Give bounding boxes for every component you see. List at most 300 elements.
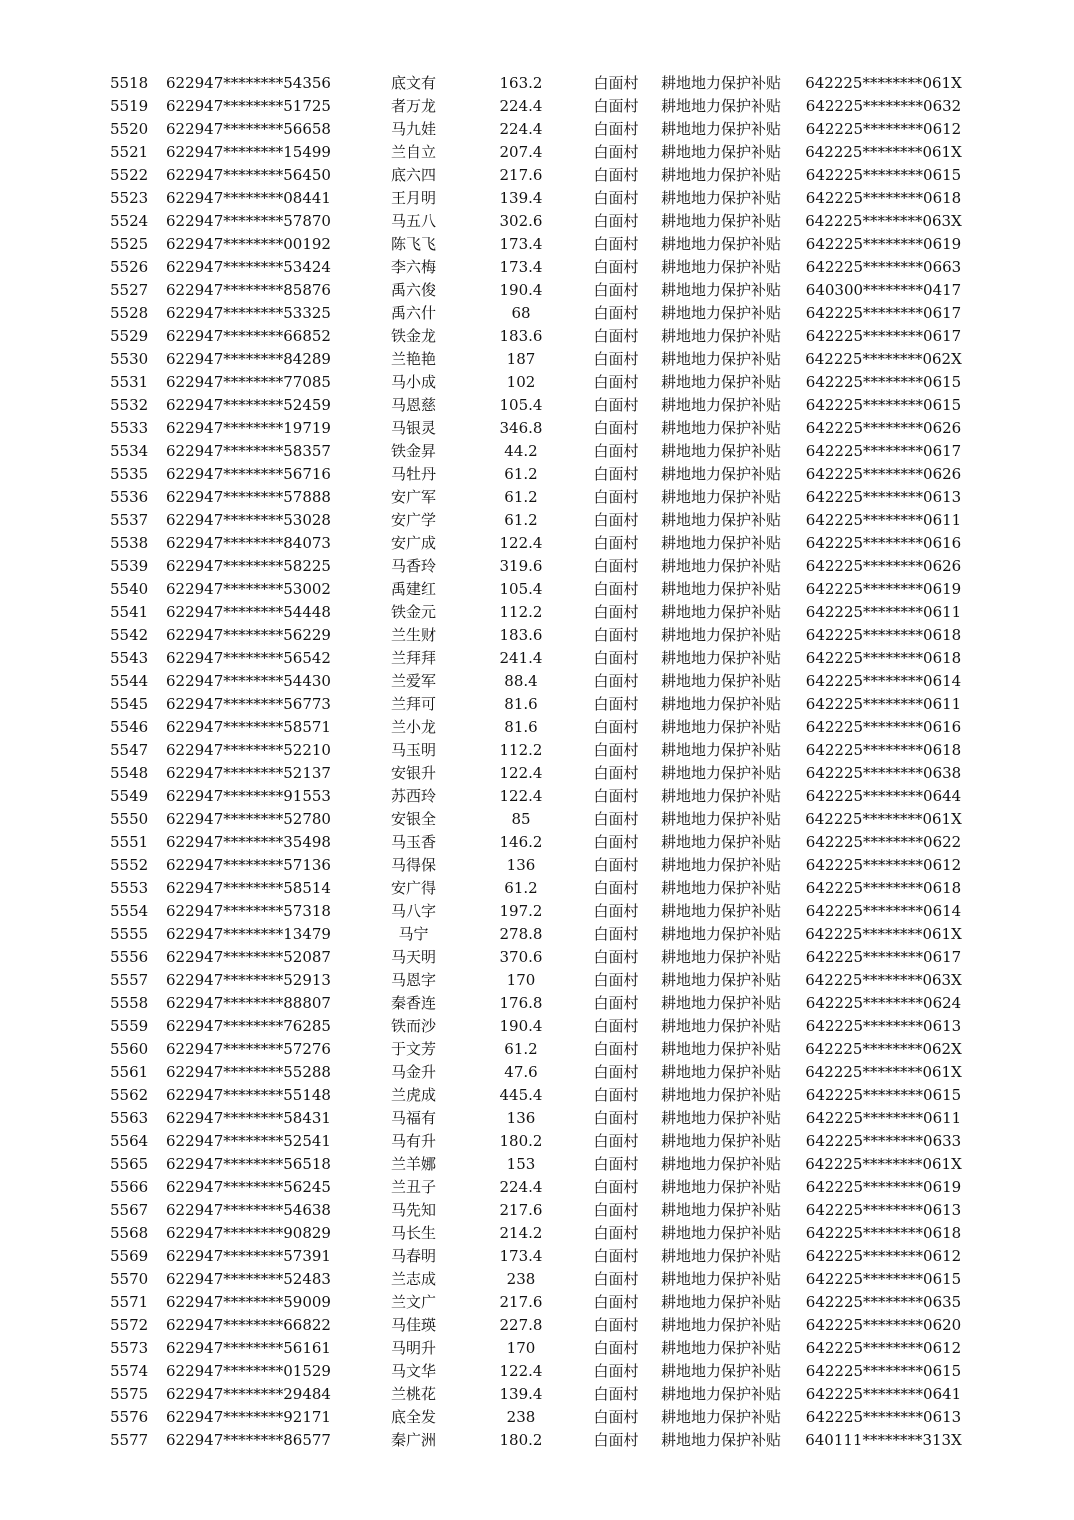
row-index: 5577	[110, 1431, 149, 1449]
farmer-name: 兰虎成	[390, 1086, 436, 1104]
subsidy-type: 耕地地力保护补贴	[660, 235, 781, 253]
row-index: 5541	[110, 603, 149, 621]
table-row	[96, 1107, 976, 1130]
village-name: 白面村	[593, 1293, 639, 1311]
subsidy-type: 耕地地力保护补贴	[660, 787, 781, 805]
subsidy-amount: 207.4	[499, 143, 543, 161]
id-card-number: 642225********0617	[805, 304, 962, 322]
farmer-name: 马佳瑛	[390, 1316, 436, 1334]
bank-card-number: 622947********76285	[166, 1017, 331, 1035]
village-name: 白面村	[593, 764, 639, 782]
subsidy-amount: 81.6	[504, 695, 538, 713]
bank-card-number: 622947********59009	[166, 1293, 331, 1311]
subsidy-type: 耕地地力保护补贴	[660, 1316, 781, 1334]
bank-card-number: 622947********19719	[166, 419, 331, 437]
table-row	[96, 900, 976, 923]
farmer-name: 安广得	[390, 879, 436, 897]
subsidy-type: 耕地地力保护补贴	[660, 994, 781, 1012]
village-name: 白面村	[593, 856, 639, 874]
village-name: 白面村	[593, 304, 639, 322]
village-name: 白面村	[593, 1339, 639, 1357]
subsidy-type: 耕地地力保护补贴	[660, 396, 781, 414]
table-row	[96, 371, 976, 394]
bank-card-number: 622947********51725	[166, 97, 331, 115]
bank-card-number: 622947********86577	[166, 1431, 331, 1449]
village-name: 白面村	[593, 833, 639, 851]
farmer-name: 马玉香	[390, 833, 436, 851]
subsidy-type: 耕地地力保护补贴	[660, 74, 781, 92]
table-row	[96, 1291, 976, 1314]
table-row	[96, 141, 976, 164]
bank-card-number: 622947********08441	[166, 189, 331, 207]
subsidy-type: 耕地地力保护补贴	[660, 1224, 781, 1242]
id-card-number: 642225********0616	[805, 718, 962, 736]
table-row	[96, 256, 976, 279]
row-index: 5531	[110, 373, 149, 391]
subsidy-amount: 44.2	[504, 442, 538, 460]
subsidy-type: 耕地地力保护补贴	[660, 649, 781, 667]
village-name: 白面村	[593, 787, 639, 805]
subsidy-amount: 136	[506, 1109, 536, 1127]
bank-card-number: 622947********52541	[166, 1132, 331, 1150]
bank-card-number: 622947********56161	[166, 1339, 331, 1357]
table-row	[96, 601, 976, 624]
id-card-number: 642225********0613	[805, 1408, 962, 1426]
bank-card-number: 622947********52780	[166, 810, 331, 828]
village-name: 白面村	[593, 557, 639, 575]
id-card-number: 642225********0612	[805, 856, 962, 874]
row-index: 5569	[110, 1247, 149, 1265]
row-index: 5575	[110, 1385, 149, 1403]
id-card-number: 642225********0615	[805, 373, 962, 391]
table-row	[96, 739, 976, 762]
id-card-number: 642225********0611	[805, 1109, 962, 1127]
farmer-name: 安银全	[390, 810, 436, 828]
row-index: 5528	[110, 304, 149, 322]
table-row	[96, 877, 976, 900]
bank-card-number: 622947********53424	[166, 258, 331, 276]
row-index: 5549	[110, 787, 149, 805]
bank-card-number: 622947********56518	[166, 1155, 331, 1173]
farmer-name: 马得保	[390, 856, 436, 874]
farmer-name: 铁而沙	[390, 1017, 436, 1035]
farmer-name: 兰拜拜	[390, 649, 436, 667]
subsidy-type: 耕地地力保护补贴	[660, 1201, 781, 1219]
farmer-name: 马文华	[390, 1362, 436, 1380]
row-index: 5567	[110, 1201, 149, 1219]
table-row	[96, 1176, 976, 1199]
subsidy-amount: 238	[506, 1408, 536, 1426]
subsidy-amount: 61.2	[504, 1040, 538, 1058]
bank-card-number: 622947********35498	[166, 833, 331, 851]
village-name: 白面村	[593, 672, 639, 690]
farmer-name: 马宁	[398, 925, 429, 943]
row-index: 5522	[110, 166, 149, 184]
id-card-number: 642225********0619	[805, 235, 962, 253]
id-card-number: 640300********0417	[805, 281, 962, 299]
table-row	[96, 1038, 976, 1061]
subsidy-amount: 217.6	[499, 166, 543, 184]
farmer-name: 马玉明	[390, 741, 436, 759]
farmer-name: 安银升	[390, 764, 436, 782]
table-row	[96, 72, 976, 95]
id-card-number: 642225********0633	[805, 1132, 962, 1150]
village-name: 白面村	[593, 695, 639, 713]
subsidy-type: 耕地地力保护补贴	[660, 327, 781, 345]
subsidy-amount: 170	[506, 1339, 536, 1357]
bank-card-number: 622947********58357	[166, 442, 331, 460]
subsidy-amount: 190.4	[499, 1017, 543, 1035]
subsidy-type: 耕地地力保护补贴	[660, 1408, 781, 1426]
bank-card-number: 622947********91553	[166, 787, 331, 805]
table-row	[96, 164, 976, 187]
table-row	[96, 302, 976, 325]
village-name: 白面村	[593, 1109, 639, 1127]
subsidy-type: 耕地地力保护补贴	[660, 925, 781, 943]
bank-card-number: 622947********58571	[166, 718, 331, 736]
bank-card-number: 622947********88807	[166, 994, 331, 1012]
subsidy-amount: 61.2	[504, 879, 538, 897]
subsidy-type: 耕地地力保护补贴	[660, 166, 781, 184]
table-row	[96, 785, 976, 808]
id-card-number: 642225********061X	[805, 810, 962, 828]
subsidy-type: 耕地地力保护补贴	[660, 511, 781, 529]
farmer-name: 铁金昇	[390, 442, 436, 460]
subsidy-amount: 197.2	[499, 902, 543, 920]
farmer-name: 安广学	[390, 511, 436, 529]
subsidy-type: 耕地地力保护补贴	[660, 879, 781, 897]
id-card-number: 642225********0624	[805, 994, 962, 1012]
subsidy-type: 耕地地力保护补贴	[660, 189, 781, 207]
farmer-name: 马长生	[390, 1224, 436, 1242]
subsidy-type: 耕地地力保护补贴	[660, 810, 781, 828]
id-card-number: 642225********0618	[805, 741, 962, 759]
row-index: 5526	[110, 258, 149, 276]
row-index: 5544	[110, 672, 149, 690]
bank-card-number: 622947********13479	[166, 925, 331, 943]
row-index: 5556	[110, 948, 149, 966]
village-name: 白面村	[593, 925, 639, 943]
farmer-name: 禹建红	[390, 580, 436, 598]
row-index: 5546	[110, 718, 149, 736]
bank-card-number: 622947********15499	[166, 143, 331, 161]
farmer-name: 马天明	[390, 948, 436, 966]
subsidy-table	[96, 72, 976, 1452]
subsidy-amount: 214.2	[499, 1224, 543, 1242]
farmer-name: 兰志成	[390, 1270, 436, 1288]
subsidy-amount: 81.6	[504, 718, 538, 736]
subsidy-amount: 445.4	[499, 1086, 543, 1104]
bank-card-number: 622947********54448	[166, 603, 331, 621]
row-index: 5519	[110, 97, 149, 115]
id-card-number: 642225********0611	[805, 511, 962, 529]
table-row	[96, 118, 976, 141]
subsidy-type: 耕地地力保护补贴	[660, 580, 781, 598]
subsidy-type: 耕地地力保护补贴	[660, 902, 781, 920]
bank-card-number: 622947********53028	[166, 511, 331, 529]
subsidy-amount: 122.4	[499, 764, 543, 782]
row-index: 5555	[110, 925, 149, 943]
subsidy-type: 耕地地力保护补贴	[660, 626, 781, 644]
table-row	[96, 831, 976, 854]
village-name: 白面村	[593, 1132, 639, 1150]
row-index: 5562	[110, 1086, 149, 1104]
farmer-name: 安广军	[390, 488, 436, 506]
bank-card-number: 622947********66822	[166, 1316, 331, 1334]
subsidy-type: 耕地地力保护补贴	[660, 971, 781, 989]
table-row	[96, 1015, 976, 1038]
farmer-name: 秦香连	[390, 994, 436, 1012]
subsidy-type: 耕地地力保护补贴	[660, 1431, 781, 1449]
subsidy-type: 耕地地力保护补贴	[660, 1362, 781, 1380]
table-row	[96, 578, 976, 601]
table-row	[96, 716, 976, 739]
id-card-number: 642225********0617	[805, 442, 962, 460]
subsidy-amount: 278.8	[499, 925, 543, 943]
table-row	[96, 509, 976, 532]
village-name: 白面村	[593, 1017, 639, 1035]
id-card-number: 642225********0612	[805, 1247, 962, 1265]
subsidy-amount: 173.4	[499, 258, 543, 276]
farmer-name: 于文芳	[390, 1040, 436, 1058]
subsidy-amount: 61.2	[504, 465, 538, 483]
farmer-name: 马银灵	[390, 419, 436, 437]
village-name: 白面村	[593, 1316, 639, 1334]
row-index: 5524	[110, 212, 149, 230]
village-name: 白面村	[593, 166, 639, 184]
row-index: 5568	[110, 1224, 149, 1242]
row-index: 5525	[110, 235, 149, 253]
farmer-name: 兰拜可	[390, 695, 436, 713]
farmer-name: 兰羊娜	[390, 1155, 436, 1173]
table-row	[96, 854, 976, 877]
row-index: 5521	[110, 143, 149, 161]
farmer-name: 马先知	[390, 1201, 436, 1219]
village-name: 白面村	[593, 1385, 639, 1403]
id-card-number: 642225********0612	[805, 120, 962, 138]
row-index: 5559	[110, 1017, 149, 1035]
subsidy-type: 耕地地力保护补贴	[660, 718, 781, 736]
subsidy-type: 耕地地力保护补贴	[660, 465, 781, 483]
farmer-name: 兰爱军	[390, 672, 436, 690]
row-index: 5538	[110, 534, 149, 552]
row-index: 5561	[110, 1063, 149, 1081]
row-index: 5576	[110, 1408, 149, 1426]
farmer-name: 铁金元	[390, 603, 436, 621]
row-index: 5533	[110, 419, 149, 437]
farmer-name: 马恩字	[390, 971, 436, 989]
table-row	[96, 95, 976, 118]
bank-card-number: 622947********84073	[166, 534, 331, 552]
village-name: 白面村	[593, 442, 639, 460]
subsidy-amount: 105.4	[499, 580, 543, 598]
id-card-number: 642225********0613	[805, 1201, 962, 1219]
table-row	[96, 808, 976, 831]
subsidy-type: 耕地地力保护补贴	[660, 419, 781, 437]
farmer-name: 苏西玲	[390, 787, 436, 805]
bank-card-number: 622947********56773	[166, 695, 331, 713]
table-row	[96, 210, 976, 233]
farmer-name: 马五八	[390, 212, 436, 230]
farmer-name: 兰生财	[390, 626, 436, 644]
bank-card-number: 622947********53002	[166, 580, 331, 598]
village-name: 白面村	[593, 189, 639, 207]
subsidy-type: 耕地地力保护补贴	[660, 603, 781, 621]
farmer-name: 马八字	[390, 902, 436, 920]
id-card-number: 640111********313X	[805, 1431, 962, 1449]
farmer-name: 兰小龙	[390, 718, 436, 736]
table-row	[96, 1245, 976, 1268]
id-card-number: 642225********0641	[805, 1385, 962, 1403]
id-card-number: 642225********0614	[805, 672, 962, 690]
bank-card-number: 622947********55148	[166, 1086, 331, 1104]
table-row	[96, 394, 976, 417]
subsidy-type: 耕地地力保护补贴	[660, 695, 781, 713]
subsidy-amount: 241.4	[499, 649, 543, 667]
subsidy-amount: 180.2	[499, 1431, 543, 1449]
bank-card-number: 622947********56658	[166, 120, 331, 138]
subsidy-amount: 170	[506, 971, 536, 989]
id-card-number: 642225********0618	[805, 649, 962, 667]
subsidy-type: 耕地地力保护补贴	[660, 373, 781, 391]
village-name: 白面村	[593, 879, 639, 897]
village-name: 白面村	[593, 396, 639, 414]
bank-card-number: 622947********01529	[166, 1362, 331, 1380]
row-index: 5537	[110, 511, 149, 529]
id-card-number: 642225********063X	[805, 971, 962, 989]
bank-card-number: 622947********57136	[166, 856, 331, 874]
subsidy-type: 耕地地力保护补贴	[660, 1155, 781, 1173]
subsidy-type: 耕地地力保护补贴	[660, 856, 781, 874]
id-card-number: 642225********061X	[805, 74, 962, 92]
farmer-name: 马牡丹	[390, 465, 436, 483]
row-index: 5564	[110, 1132, 149, 1150]
farmer-name: 禹六俊	[390, 281, 436, 299]
table-row	[96, 187, 976, 210]
village-name: 白面村	[593, 1270, 639, 1288]
id-card-number: 642225********0618	[805, 626, 962, 644]
id-card-number: 642225********0614	[805, 902, 962, 920]
subsidy-amount: 85	[511, 810, 531, 828]
bank-card-number: 622947********56542	[166, 649, 331, 667]
village-name: 白面村	[593, 1431, 639, 1449]
bank-card-number: 622947********66852	[166, 327, 331, 345]
bank-card-number: 622947********90829	[166, 1224, 331, 1242]
bank-card-number: 622947********85876	[166, 281, 331, 299]
village-name: 白面村	[593, 212, 639, 230]
id-card-number: 642225********0632	[805, 97, 962, 115]
id-card-number: 642225********0616	[805, 534, 962, 552]
table-row	[96, 1084, 976, 1107]
id-card-number: 642225********0663	[805, 258, 962, 276]
village-name: 白面村	[593, 97, 639, 115]
id-card-number: 642225********062X	[805, 350, 962, 368]
village-name: 白面村	[593, 465, 639, 483]
subsidy-amount: 47.6	[504, 1063, 538, 1081]
id-card-number: 642225********0611	[805, 695, 962, 713]
bank-card-number: 622947********54638	[166, 1201, 331, 1219]
id-card-number: 642225********0617	[805, 327, 962, 345]
subsidy-type: 耕地地力保护补贴	[660, 833, 781, 851]
village-name: 白面村	[593, 718, 639, 736]
subsidy-amount: 163.2	[499, 74, 543, 92]
subsidy-amount: 122.4	[499, 787, 543, 805]
table-row	[96, 624, 976, 647]
id-card-number: 642225********063X	[805, 212, 962, 230]
subsidy-type: 耕地地力保护补贴	[660, 1270, 781, 1288]
bank-card-number: 622947********52210	[166, 741, 331, 759]
row-index: 5560	[110, 1040, 149, 1058]
table-row	[96, 946, 976, 969]
village-name: 白面村	[593, 120, 639, 138]
bank-card-number: 622947********56229	[166, 626, 331, 644]
subsidy-type: 耕地地力保护补贴	[660, 258, 781, 276]
subsidy-type: 耕地地力保护补贴	[660, 557, 781, 575]
farmer-name: 马金升	[390, 1063, 436, 1081]
subsidy-amount: 88.4	[504, 672, 538, 690]
subsidy-amount: 370.6	[499, 948, 543, 966]
table-row	[96, 923, 976, 946]
farmer-name: 陈飞飞	[390, 235, 436, 253]
bank-card-number: 622947********52913	[166, 971, 331, 989]
subsidy-amount: 176.8	[499, 994, 543, 1012]
subsidy-type: 耕地地力保护补贴	[660, 120, 781, 138]
village-name: 白面村	[593, 281, 639, 299]
bank-card-number: 622947********56450	[166, 166, 331, 184]
row-index: 5527	[110, 281, 149, 299]
farmer-name: 兰桃花	[390, 1385, 436, 1403]
row-index: 5520	[110, 120, 149, 138]
id-card-number: 642225********0615	[805, 1362, 962, 1380]
village-name: 白面村	[593, 1408, 639, 1426]
id-card-number: 642225********0618	[805, 879, 962, 897]
table-row	[96, 486, 976, 509]
row-index: 5534	[110, 442, 149, 460]
bank-card-number: 622947********77085	[166, 373, 331, 391]
row-index: 5572	[110, 1316, 149, 1334]
subsidy-type: 耕地地力保护补贴	[660, 97, 781, 115]
table-row	[96, 1360, 976, 1383]
subsidy-amount: 217.6	[499, 1201, 543, 1219]
village-name: 白面村	[593, 419, 639, 437]
id-card-number: 642225********0638	[805, 764, 962, 782]
village-name: 白面村	[593, 511, 639, 529]
subsidy-type: 耕地地力保护补贴	[660, 304, 781, 322]
id-card-number: 642225********061X	[805, 143, 962, 161]
farmer-name: 安广成	[390, 534, 436, 552]
subsidy-type: 耕地地力保护补贴	[660, 764, 781, 782]
bank-card-number: 622947********54356	[166, 74, 331, 92]
subsidy-amount: 183.6	[499, 626, 543, 644]
bank-card-number: 622947********53325	[166, 304, 331, 322]
village-name: 白面村	[593, 948, 639, 966]
subsidy-type: 耕地地力保护补贴	[660, 1063, 781, 1081]
table-row	[96, 1061, 976, 1084]
subsidy-type: 耕地地力保护补贴	[660, 1339, 781, 1357]
subsidy-type: 耕地地力保护补贴	[660, 672, 781, 690]
farmer-name: 者万龙	[390, 97, 436, 115]
village-name: 白面村	[593, 1040, 639, 1058]
subsidy-type: 耕地地力保护补贴	[660, 350, 781, 368]
village-name: 白面村	[593, 1224, 639, 1242]
table-row	[96, 463, 976, 486]
subsidy-type: 耕地地力保护补贴	[660, 1178, 781, 1196]
bank-card-number: 622947********57888	[166, 488, 331, 506]
id-card-number: 642225********0617	[805, 948, 962, 966]
row-index: 5573	[110, 1339, 149, 1357]
village-name: 白面村	[593, 1063, 639, 1081]
table-row	[96, 1429, 976, 1452]
